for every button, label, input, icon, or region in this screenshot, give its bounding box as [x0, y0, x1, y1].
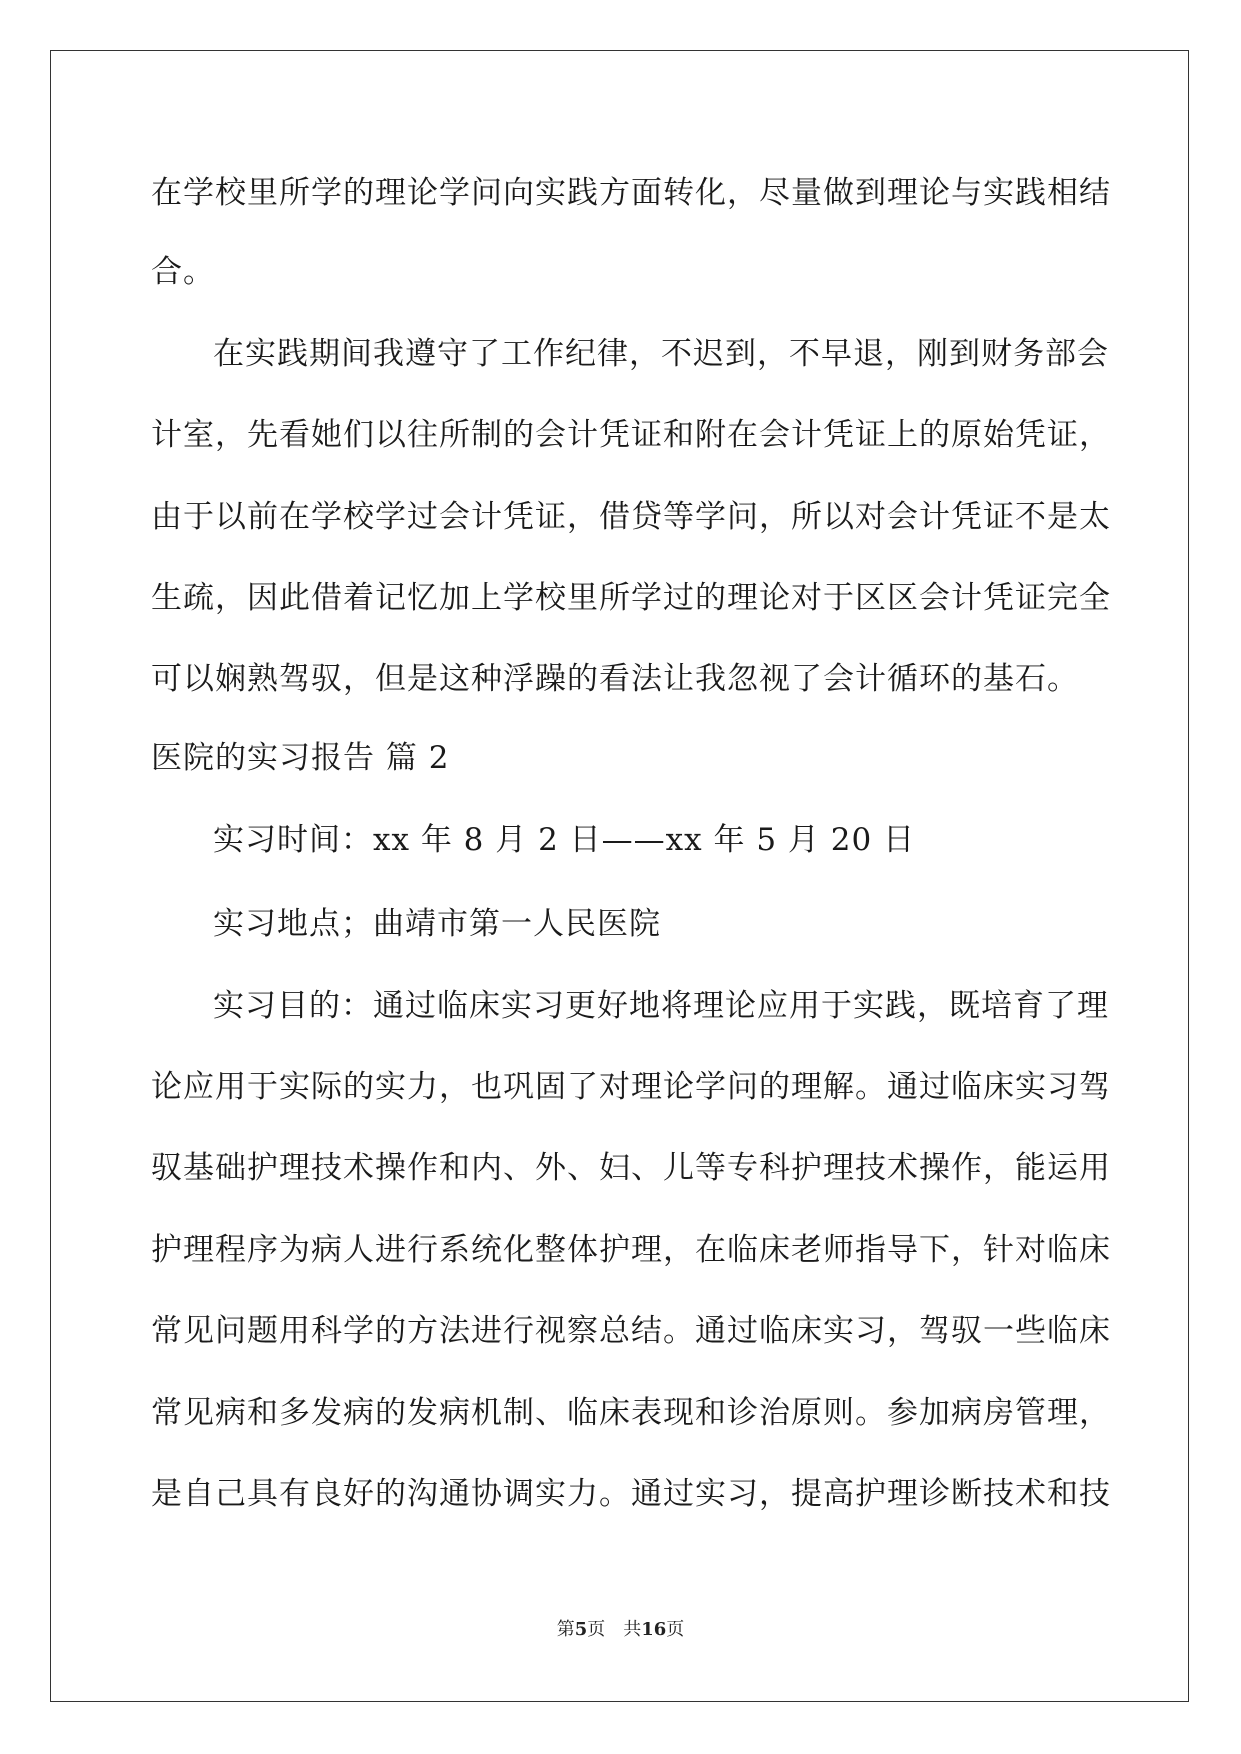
paragraph-line-4: 计室，先看她们以往所制的会计凭证和附在会计凭证上的原始凭证， [151, 417, 1111, 453]
paragraph-line-11: 实习目的：通过临床实习更好地将理论应用于实践，既培育了理 [213, 988, 1109, 1024]
paragraph-line-3: 在实践期间我遵守了工作纪律，不迟到，不早退，刚到财务部会 [213, 336, 1109, 372]
page-footer [0, 1615, 1241, 1641]
internship-location: 实习地点；曲靖市第一人民医院 [213, 906, 661, 942]
paragraph-line-14: 护理程序为病人进行系统化整体护理，在临床老师指导下，针对临床 [151, 1232, 1111, 1268]
total-suffix: 页 [666, 1619, 685, 1640]
paragraph-line-5: 由于以前在学校学过会计凭证，借贷等学问，所以对会计凭证不是太 [151, 499, 1111, 535]
paragraph-line-1: 在学校里所学的理论学问向实践方面转化，尽量做到理论与实践相结 [151, 175, 1111, 211]
page-total: 16 [641, 1619, 667, 1640]
page-prefix: 第 [556, 1619, 575, 1640]
paragraph-line-15: 常见问题用科学的方法进行视察总结。通过临床实习，驾驭一些临床 [151, 1313, 1111, 1349]
page-suffix: 页 [587, 1619, 606, 1640]
page-current: 5 [574, 1619, 588, 1640]
paragraph-line-7: 可以娴熟驾驭，但是这种浮躁的看法让我忽视了会计循环的基石。 [151, 661, 1079, 697]
paragraph-line-2: 合。 [151, 254, 215, 290]
section-heading: 医院的实习报告 篇 2 [151, 740, 450, 776]
paragraph-line-13: 驭基础护理技术操作和内、外、妇、儿等专科护理技术操作，能运用 [151, 1150, 1111, 1186]
internship-time: 实习时间：xx 年 8 月 2 日——xx 年 5 月 20 日 [213, 822, 916, 858]
page-border [50, 50, 1189, 1702]
paragraph-line-6: 生疏，因此借着记忆加上学校里所学过的理论对于区区会计凭证完全 [151, 580, 1111, 616]
paragraph-line-17: 是自己具有良好的沟通协调实力。通过实习，提高护理诊断技术和技 [151, 1476, 1111, 1512]
total-prefix: 共 [623, 1619, 642, 1640]
paragraph-line-12: 论应用于实际的实力，也巩固了对理论学问的理解。通过临床实习驾 [151, 1069, 1111, 1105]
paragraph-line-16: 常见病和多发病的发病机制、临床表现和诊治原则。参加病房管理， [151, 1395, 1111, 1431]
